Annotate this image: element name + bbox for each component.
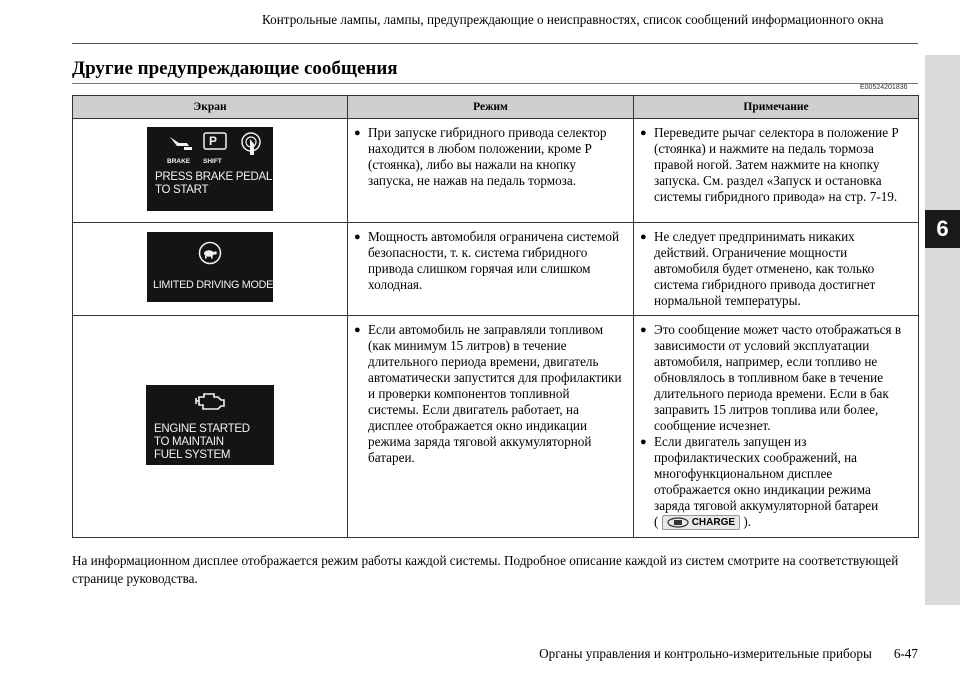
bullet-icon: ● — [640, 231, 647, 243]
display-line-1: ENGINE STARTED — [154, 422, 250, 435]
display-limited-driving — [147, 232, 273, 302]
paren-open: ( — [654, 514, 659, 529]
brake-foot-icon — [167, 133, 193, 153]
paren-close: ). — [743, 514, 752, 529]
mode-text: При запуске гибридного привода селектор находится в любом положении, кроме P (стоянка), либо вы нажали на кнопку запуска, не нажав на педаль тормоза. — [368, 125, 607, 188]
push-start-finger-icon — [239, 131, 263, 159]
charge-label: CHARGE — [691, 516, 736, 528]
display-line-2: TO MAINTAIN — [154, 435, 224, 448]
list-item — [640, 434, 908, 530]
p-glyph: P — [209, 133, 217, 148]
note-text: Это сообщение может часто отображаться в зависимости от условий эксплуатации автомобиля, например, если топливо не обновлялось в топливном баке в течение длительного периода времени. Если в бак заправить 15 литров топлива или более, сообщение исчезнет. — [654, 322, 902, 433]
header-rule — [72, 43, 918, 44]
mode-cell — [348, 223, 634, 316]
display-engine-started — [146, 385, 274, 465]
note-text — [654, 434, 908, 530]
messages-table — [72, 95, 919, 538]
running-header: Контрольные лампы, лампы, предупреждающие о неисправностях, список сообщений информационного окна — [262, 12, 884, 27]
mode-cell — [348, 119, 634, 223]
chapter-tab[interactable]: 6 — [925, 210, 960, 248]
brake-label: BRAKE — [167, 157, 191, 165]
footer-section-name: Органы управления и контрольно-измерительные приборы — [539, 646, 872, 661]
bullet-icon: ● — [354, 231, 361, 243]
charge-battery-icon — [667, 517, 689, 528]
screen-cell — [73, 316, 348, 538]
note-cell — [634, 119, 919, 223]
column-header-mode: Режим — [348, 96, 634, 119]
bullet-icon: ● — [354, 127, 361, 139]
title-rule — [72, 83, 918, 84]
turtle-icon — [198, 241, 222, 265]
screen-cell — [73, 223, 348, 316]
bullet-icon: ● — [640, 127, 647, 139]
mode-text: Мощность автомобиля ограничена системой безопасности, т. к. система гибридного привода слишком горячая или слишком холодная. — [368, 229, 620, 292]
bullet-icon: ● — [640, 436, 647, 448]
table-header-row — [73, 96, 919, 119]
section-title: Другие предупреждающие сообщения — [72, 58, 398, 79]
note-text-body: Если двигатель запущен из профилактических соображений, на многофункциональном дисплее отображается окно индикации режима заряда тяговой аккумуляторной батареи — [654, 434, 879, 513]
list-item — [640, 229, 908, 309]
document-code: E00524201836 — [860, 84, 908, 91]
page-footer — [510, 646, 918, 662]
list-item — [354, 125, 623, 189]
charge-indicator — [662, 515, 740, 530]
note-cell — [634, 223, 919, 316]
page-number: 6-47 — [893, 646, 918, 661]
display-line-2: TO START — [155, 183, 209, 196]
list-item — [354, 322, 623, 466]
engine-icon — [194, 391, 226, 411]
column-header-screen: Экран — [73, 96, 348, 119]
note-text: Переведите рычаг селектора в положение P (стоянка) и нажмите на педаль тормоза правой ногой. Затем нажмите на кнопку запуска. См. раздел «Запуск и остановка системы гибридного привода» на стр. 7-19. — [654, 125, 899, 204]
side-bar — [925, 55, 960, 605]
table-row — [73, 223, 919, 316]
list-item — [354, 229, 623, 293]
table-row — [73, 119, 919, 223]
table-row — [73, 316, 919, 538]
mode-cell — [348, 316, 634, 538]
footnote: На информационном дисплее отображается режим работы каждой системы. Подробное описание каждой из систем смотрите на соответствующей странице руководства. — [72, 553, 899, 586]
list-item — [640, 322, 908, 434]
list-item — [640, 125, 908, 205]
screen-cell — [73, 119, 348, 223]
note-text: Не следует предпринимать никаких действий. Ограничение мощности автомобиля будет отменено, как только система гибридного привода достигнет нормальной температуры. — [654, 229, 876, 308]
display-line-1: PRESS BRAKE PEDAL — [155, 170, 272, 183]
bullet-icon: ● — [354, 324, 361, 336]
shift-label: SHIFT — [203, 157, 222, 165]
note-cell — [634, 316, 919, 538]
display-line-1: LIMITED DRIVING MODE — [153, 279, 273, 291]
column-header-note: Примечание — [634, 96, 919, 119]
bullet-icon: ● — [640, 324, 647, 336]
display-press-brake — [147, 127, 273, 211]
mode-text: Если автомобиль не заправляли топливом (как минимум 15 литров) в течение длительного периода времени, двигатель автоматически запустится для профилактики и проверки компонентов топливной системы. Если двигатель работает, на дисплее отображается окно индикации режима заряда тяговой аккумуляторной батареи. — [368, 322, 622, 465]
display-line-3: FUEL SYSTEM — [154, 448, 231, 461]
